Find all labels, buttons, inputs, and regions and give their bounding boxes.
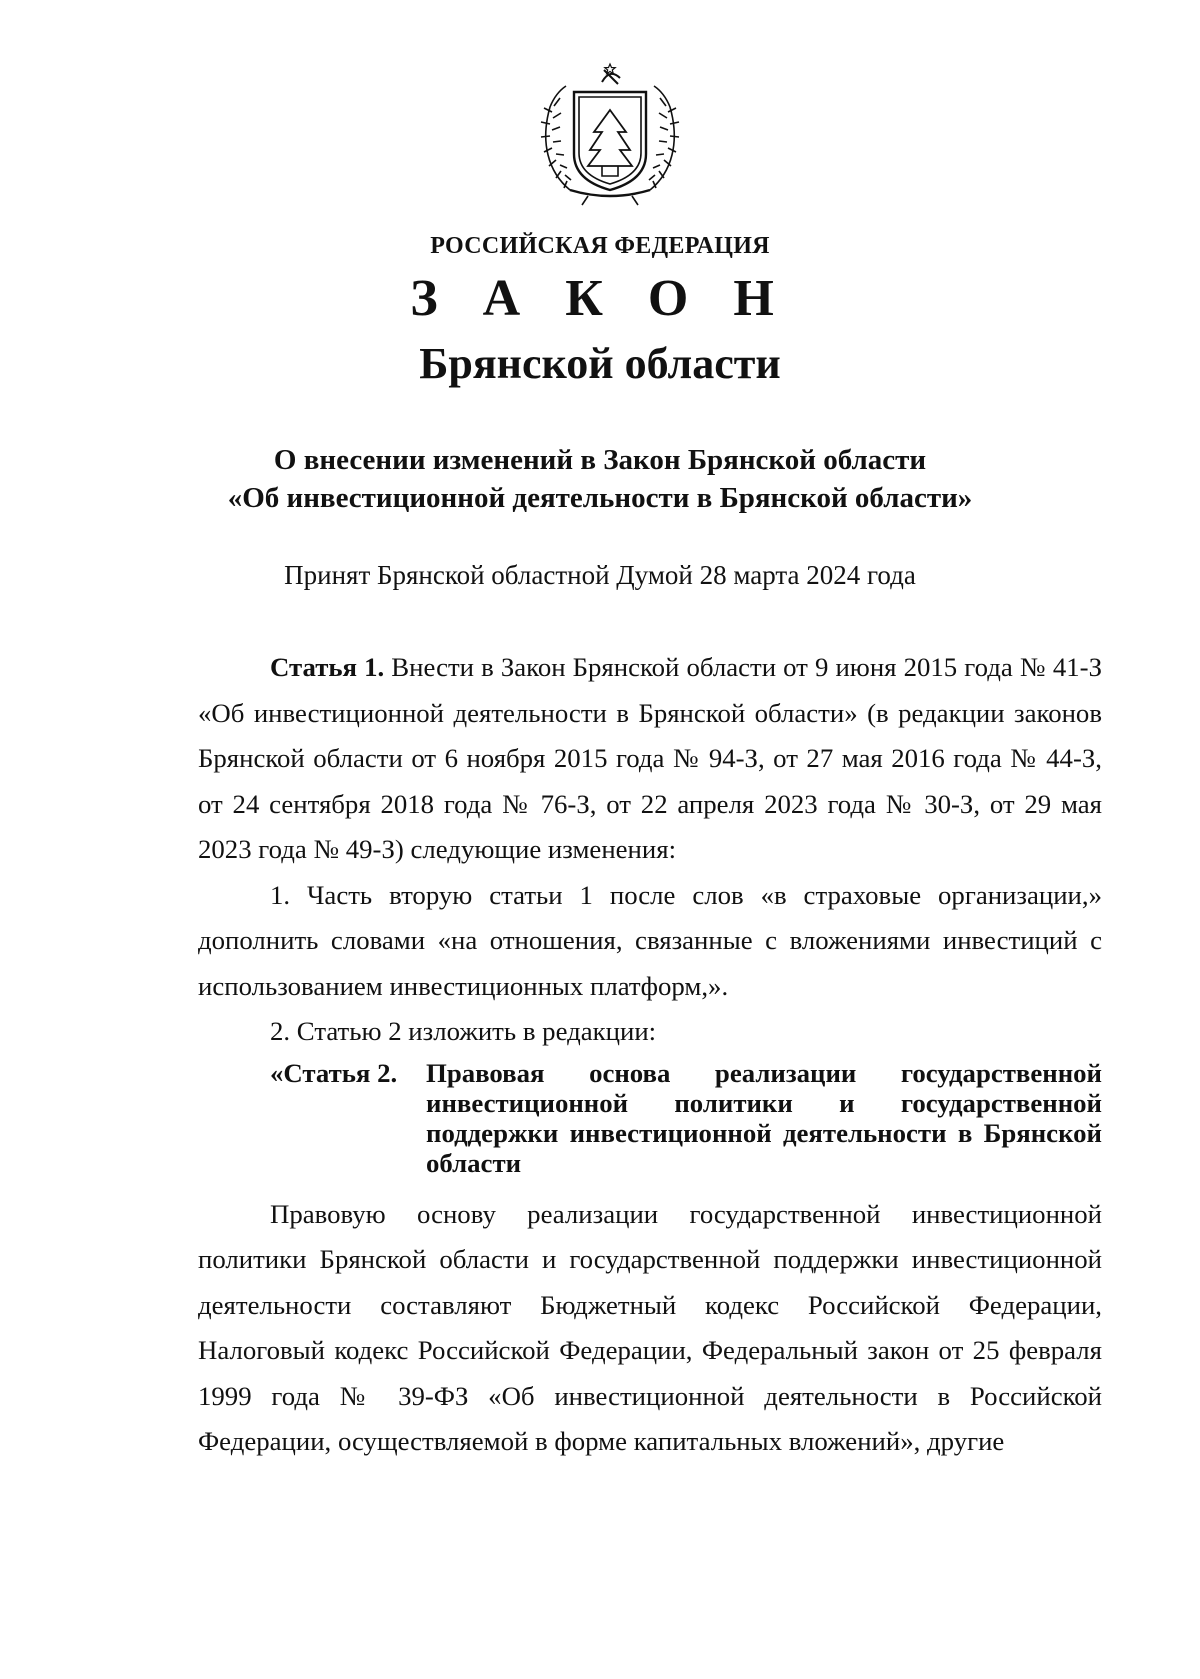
law-body bbox=[198, 645, 1102, 1465]
coat-of-arms-icon bbox=[530, 62, 690, 207]
article-2-heading-text: Правовая основа реализации государственной инвестиционной политики и государственной поддержки инвестиционной деятельности в Брянской области bbox=[426, 1057, 1102, 1178]
item-1-paragraph: 1. Часть вторую статьи 1 после слов «в страховые организации,» дополнить словами «на отношения, связанные с вложениями инвестиций с использованием инвестиционных платформ,». bbox=[198, 879, 1102, 1001]
article-2-label: «Статья 2. bbox=[270, 1057, 398, 1088]
article-1-paragraph bbox=[198, 645, 1102, 873]
article-2-heading bbox=[270, 1058, 1102, 1178]
law-title-line-2: «Об инвестиционной деятельности в Брянской области» bbox=[227, 481, 973, 514]
law-title-line-1: О внесении изменений в Закон Брянской области bbox=[273, 444, 927, 476]
item-2-paragraph: 2. Статью 2 изложить в редакции: bbox=[270, 1016, 657, 1046]
region-heading: Брянской области bbox=[419, 339, 781, 388]
article-1-text: Внести в Закон Брянской области от 9 июня 2015 года № 41-З «Об инвестиционной деятельности в Брянской области» (в редакции законов Брянской области от 6 ноября 2015 года № 94-З, от 27 мая 2016 года № 44-З, от 24 сентября 2018 года № 76-З, от 22 апреля 2023 года № 30-З, от 29 мая 2023 года № 49-З) следующие изменения: bbox=[198, 652, 1102, 864]
article-2-body-paragraph: Правовую основу реализации государственной инвестиционной политики Брянской области и государственной поддержки инвестиционной деятельности составляют Бюджетный кодекс Российской Федерации, Налоговый кодекс Российской Федерации, Федеральный закон от 25 февраля 1999 года № 39-ФЗ «Об инвестиционной деятельности в Российской Федерации, осуществляемой в форме капитальных вложений», другие bbox=[198, 1198, 1102, 1456]
adoption-line: Принят Брянской областной Думой 28 марта 2024 года bbox=[284, 560, 916, 590]
federation-heading: РОССИЙСКАЯ ФЕДЕРАЦИЯ bbox=[430, 233, 770, 259]
document-type-heading: З А К О Н bbox=[410, 270, 790, 327]
law-title bbox=[0, 442, 1200, 518]
article-1-label: Статья 1. bbox=[270, 652, 385, 682]
